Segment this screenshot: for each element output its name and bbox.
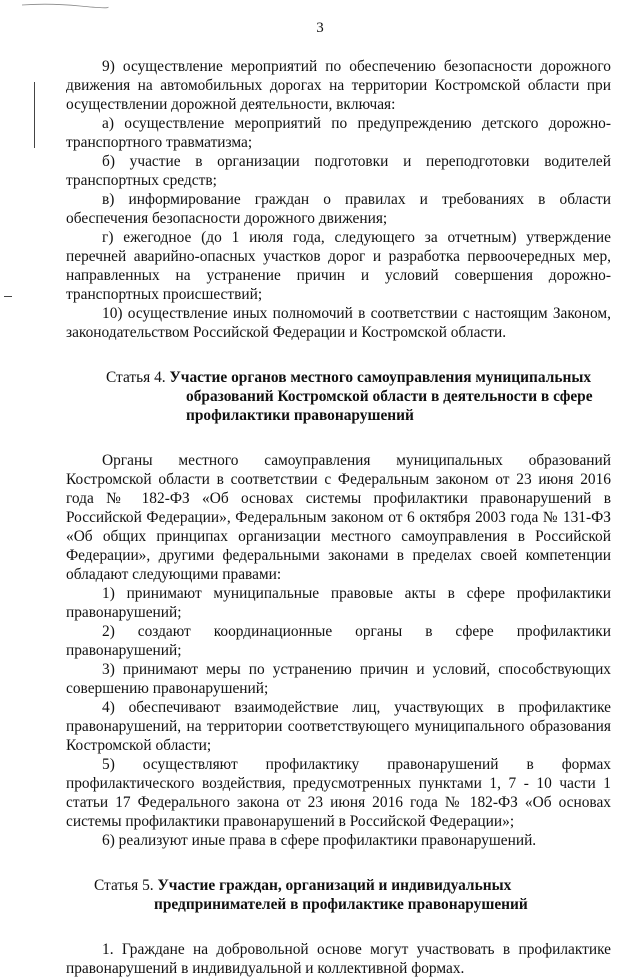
paragraph: 2) создают координационные органы в сфере профилактики правонарушений;: [66, 623, 611, 659]
paragraph: 1. Граждане на добровольной основе могут участвовать в профилактике правонарушений в индивидуальной и коллективной формах.: [66, 941, 611, 977]
paragraph: 9) осуществление мероприятий по обеспечению безопасности дорожного движения на автомобильных дорогах на территории Костромской области при осуществлении дорожной деятельности, включая:: [66, 58, 611, 113]
paragraph: 4) обеспечивают взаимодействие лиц, участвующих в профилактике правонарушений, на территории соответствующего муниципального образования Костромской области;: [66, 699, 611, 754]
document-body: [66, 57, 611, 978]
article-title-line: профилактики правонарушений: [186, 407, 414, 424]
article-5-heading: [66, 876, 611, 914]
article-label: Статья 4.: [106, 369, 166, 386]
article-title-line: предпринимателей в профилактике правонарушений: [154, 896, 528, 913]
paragraph: 6) реализуют иные права в сфере профилактики правонарушений.: [102, 832, 537, 849]
paragraph: 3) принимают меры по устранению причин и условий, способствующих совершению правонарушений;: [66, 661, 611, 697]
paragraph: б) участие в организации подготовки и переподготовки водителей транспортных средств;: [66, 153, 611, 189]
article-label: Статья 5.: [94, 877, 154, 894]
scan-artifact: [20, 2, 110, 12]
paragraph: Органы местного самоуправления муниципальных образований Костромской области в соответствии с Федеральным законом от 23 июня 2016 года № 182-ФЗ «Об основах системы профилактики правонарушений в Российской Федерации», Федеральным законом от 6 октября 2003 года № 131-ФЗ «Об общих принципах организации местного самоуправления в Российской Федерации», другими федеральными законами в пределах своей компетенции обладают следующими правами:: [66, 452, 611, 583]
scan-margin-dash: [4, 296, 12, 297]
paragraph: а) осуществление мероприятий по предупреждению детского дорожно-транспортного травматизма;: [66, 115, 611, 151]
article-title-line: Участие граждан, организаций и индивидуальных: [157, 877, 512, 894]
scan-margin-line: [34, 82, 35, 148]
article-4-heading: [66, 368, 611, 425]
paragraph: 10) осуществление иных полномочий в соответствии с настоящим Законом, законодательством Российской Федерации и Костромской области.: [66, 305, 611, 341]
article-title-line: образований Костромской области в деятельности в сфере: [186, 388, 593, 405]
article-title-line: Участие органов местного самоуправления муниципальных: [169, 369, 592, 386]
paragraph: г) ежегодное (до 1 июля года, следующего за отчетным) утверждение перечней аварийно-опасных участков дорог и разработка первоочередных мер, направленных на устранение причин и условий совершения дорожно-транспортных происшествий;: [66, 229, 611, 303]
paragraph: в) информирование граждан о правилах и требованиях в области обеспечения безопасности дорожного движения;: [66, 191, 611, 227]
paragraph: 5) осуществляют профилактику правонарушений в формах профилактического воздействия, предусмотренных пунктами 1, 7 - 10 части 1 статьи 17 Федерального закона от 23 июня 2016 года № 182-ФЗ «Об основах системы профилактики правонарушений в Российской Федерации»;: [66, 756, 611, 830]
page-number: 3: [316, 20, 324, 36]
paragraph: 1) принимают муниципальные правовые акты в сфере профилактики правонарушений;: [66, 585, 611, 621]
